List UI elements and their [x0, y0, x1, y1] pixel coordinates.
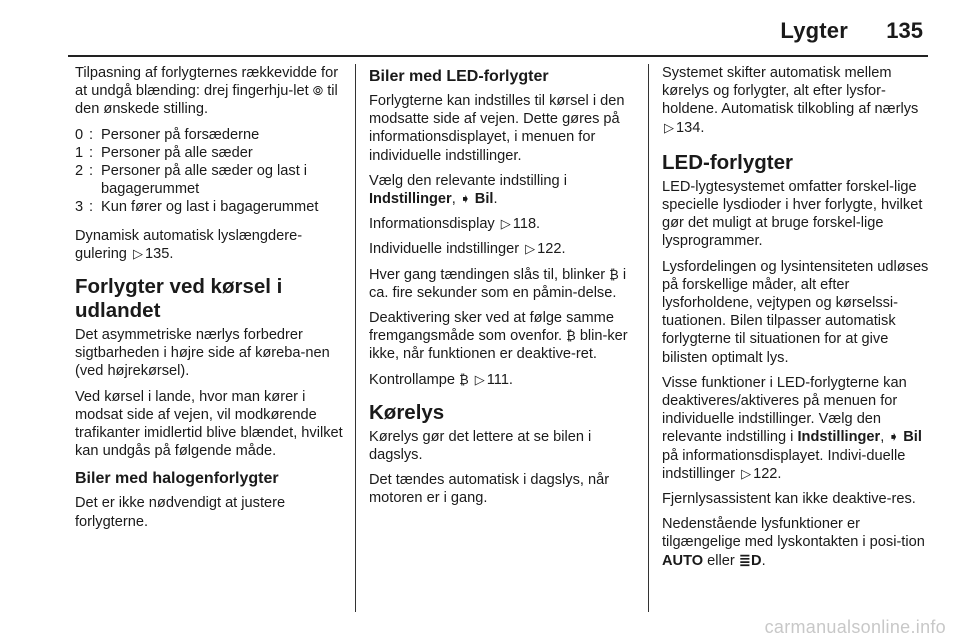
column-3 [662, 64, 930, 577]
paragraph: Systemet skifter automatisk mellem kørelys og forlygter, alt efter lysfor-holdene. Automatisk tilkobling af nærlys ▷ 134. [662, 65, 919, 136]
subheading-halogen: Biler med halogenforlygter [75, 470, 279, 488]
dial-icon: ⦾ [312, 83, 324, 99]
page-ref[interactable]: 111. [486, 371, 513, 388]
settings-path-paragraph: Visse funktioner i LED-forlygterne kan deaktiveres/aktiveres på menuen for individuelle indstillinger. Vælg den relevante indstilling i Indstillinger, ➧ Bil på informationsdisplayet. Indivi-duelle indstillinger ▷ 122. [662, 374, 922, 482]
intro-paragraph: Tilpasning af forlygternes rækkevidde for at undgå blænding: drej fingerhju-let ⦾ til den ønskede stilling. [75, 65, 339, 118]
paragraph: Deaktivering sker ved at følge samme fremgangsmåde som ovenfor. ₿ blin-ker ikke, når funktionen er deaktive-ret. [369, 310, 628, 363]
menu-label-settings: Indstillinger [369, 191, 452, 208]
list-item: 3 : Kun fører og last i bagagerummet [75, 199, 319, 216]
page-ref-icon: ▷ [525, 241, 536, 257]
column-1 [75, 64, 351, 538]
column-divider-1 [355, 64, 356, 612]
paragraph: Det tændes automatisk i dagslys, når motoren er i gang. [369, 472, 610, 507]
paragraph: Ved kørsel i lande, hvor man kører i modsat side af vejen, vil modkørende trafikanter imidlertid blive blændet, hvilket kan undgås på følgende måde. [75, 388, 343, 460]
warning-lamp-icon: ₿ [459, 371, 469, 387]
menu-label-settings: Indstillinger [797, 429, 881, 446]
menu-arrow-icon: ➧ [459, 191, 471, 207]
paragraph: Hver gang tændingen slås til, blinker ₿ i ca. fire sekunder som en påmin-delse. [369, 266, 627, 301]
page-ref[interactable]: 122. [537, 241, 566, 258]
paragraph: LED-lygtesystemet omfatter forskel-lige specielle lysdioder i hver forlygte, hvilket gør det muligt at bruge forskel-lige lysprogrammer. [662, 178, 923, 250]
watermark: carmanualsonline.info [764, 617, 946, 637]
column-divider-2 [648, 64, 649, 612]
menu-label-car: Bil [903, 429, 922, 446]
page-ref-icon: ▷ [474, 371, 485, 387]
list-item: 0 : Personer på forsæderne [75, 126, 260, 143]
page-ref-icon: ▷ [500, 216, 511, 232]
reference-line: Informationsdisplay ▷ 118. [369, 216, 541, 233]
page-ref-icon: ▷ [133, 245, 143, 261]
subheading-led: Biler med LED-forlygter [369, 68, 549, 85]
page-title: Lygter [780, 18, 848, 43]
paragraph: Forlygterne kan indstilles til kørsel i den modsatte side af vejen. Dette gøres på informationsdisplayet, i menuen for individuelle indstillinger. [369, 93, 625, 164]
page-number: 135 [886, 18, 923, 43]
section-heading-daylight: Kørelys [369, 400, 445, 424]
reference-line: Individuelle indstillinger ▷ 122. [369, 241, 566, 258]
page-ref[interactable]: 135. [145, 245, 174, 262]
warning-lamp-icon: ₿ [609, 266, 619, 282]
paragraph: Fjernlysassistent kan ikke deaktive-res. [662, 491, 916, 508]
menu-arrow-icon: ➧ [888, 429, 900, 445]
settings-path-paragraph: Vælg den relevante indstilling i Indstillinger, ➧ Bil. [369, 172, 567, 208]
paragraph: Det er ikke nødvendigt at justere forlygterne. [75, 495, 286, 530]
page-header [0, 0, 960, 60]
column-2 [369, 64, 636, 515]
header-rule [68, 55, 928, 57]
dynamic-leveling-paragraph: Dynamisk automatisk lyslængdere-gulering ▷ 135. [75, 227, 303, 262]
page-ref[interactable]: 122. [753, 465, 782, 482]
paragraph: Nedenstående lysfunktioner er tilgængelige med lyskontakten i posi-tion AUTO eller ≣D. [662, 516, 925, 569]
paragraph: Kørelys gør det lettere at se bilen i dagslys. [369, 428, 592, 464]
low-beam-icon: ≣D [738, 552, 762, 569]
menu-label-car: Bil [474, 191, 494, 208]
reference-line: Kontrollampe ₿ ▷ 111. [369, 371, 513, 388]
paragraph: Det asymmetriske nærlys forbedrer sigtbarheden i højre side af køreba-nen (ved højrekørsel). [75, 327, 330, 380]
page-ref-icon: ▷ [741, 465, 752, 481]
section-heading-led: LED-forlygter [662, 150, 793, 174]
page-ref[interactable]: 134. [676, 119, 705, 136]
page-ref[interactable]: 118. [512, 216, 541, 233]
page-ref-icon: ▷ [664, 119, 674, 135]
switch-position-auto: AUTO [662, 552, 704, 569]
paragraph: Lysfordelingen og lysintensiteten udløses på forskellige måder, alt efter lysforholdene, vejtypen og kørselssi-tuationen. Bilen tilpasser automatisk forlygterne til situationen for at give bilisten optimalt lys. [662, 258, 929, 366]
list-item: 1 : Personer på alle sæder [75, 144, 253, 161]
section-heading-abroad: Forlygter ved kørsel i udlandet [75, 275, 283, 323]
load-position-list [75, 126, 351, 217]
warning-lamp-icon: ₿ [566, 328, 576, 344]
list-item: 2 : Personer på alle sæder og last i bagagerummet [75, 163, 308, 198]
